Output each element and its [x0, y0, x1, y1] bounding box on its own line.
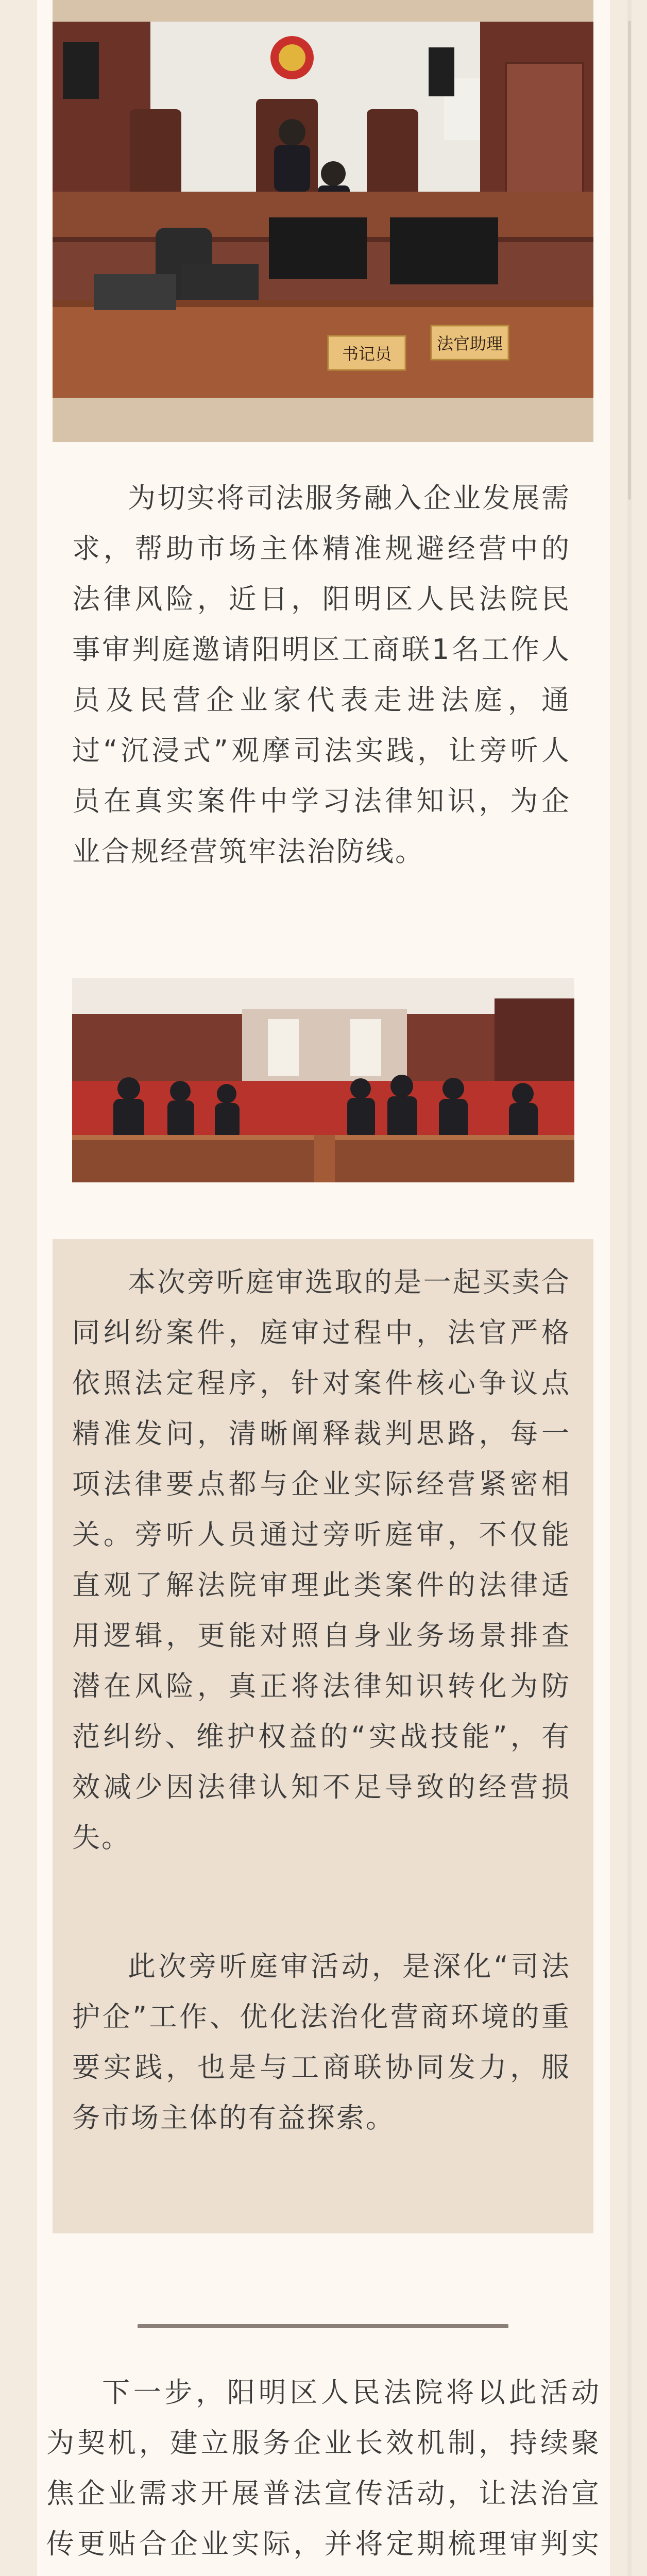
courtroom-photo-frame: [53, 0, 593, 442]
courtroom-photo: [53, 22, 593, 398]
assistant-nameplate: 法官助理: [436, 334, 503, 353]
audience-photo: [72, 978, 574, 1182]
section-divider: [138, 2324, 508, 2328]
paragraph-intro: 为切实将司法服务融入企业发展需求，帮助市场主体精准规避经营中的法律风险，近日，阳明区人民法院民事审判庭邀请阳明区工商联1名工作人员及民营企业家代表走进法庭，通过“沉浸式”观摩司法实践，让旁听人员在真实案件中学习法律知识，为企业合规经营筑牢法治防线。: [72, 482, 571, 868]
paragraph-next-step: 下一步，阳明区人民法院将以此活动为契机，建立服务企业长效机制，持续聚焦企业需求开展普法宣传活动，让法治宣传更贴合企业实际，并将定期梳理审判实: [46, 2376, 601, 2560]
paragraph-significance: 此次旁听庭审活动，是深化“司法护企”工作、优化法治化营商环境的重要实践，也是与工商联协同发力，服务市场主体的有益探索。: [72, 1950, 571, 2134]
left-margin: [0, 0, 37, 2576]
clerk-nameplate: 书记员: [342, 344, 392, 364]
scrollbar-thumb[interactable]: [628, 21, 631, 500]
paragraph-trial: 本次旁听庭审选取的是一起买卖合同纠纷案件，庭审过程中，法官严格依照法定程序，针对案件核心争议点精准发问，清晰阐释裁判思路，每一项法律要点都与企业实际经营紧密相关。旁听人员通过旁听庭审，不仅能直观了解法院审理此类案件的法律适用逻辑，更能对照自身业务场景排查潜在风险，真正将法律知识转化为防范纠纷、维护权益的“实战技能”，有效减少因法律认知不足导致的经营损失。: [72, 1266, 571, 1854]
